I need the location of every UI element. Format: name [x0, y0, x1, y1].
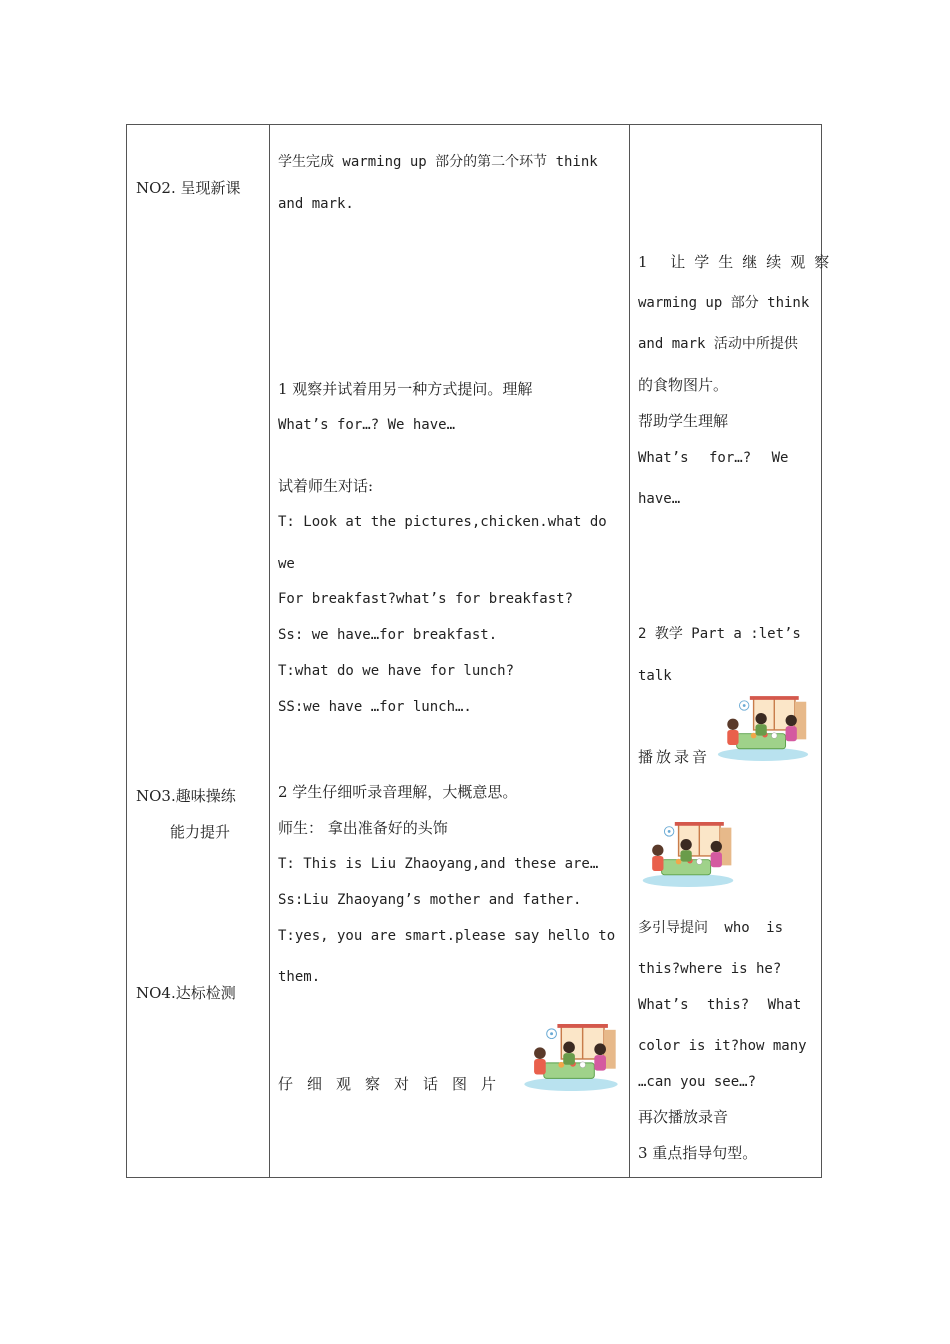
student-activity-line: 2 学生仔细听录音理解，大概意思。 — [278, 783, 518, 801]
step-no3-sublabel: 能力提升 — [170, 823, 231, 841]
teacher-activity-line: 2 教学 Part a :let’s — [638, 626, 801, 642]
student-activity-line: SS:we have …for lunch…. — [278, 699, 472, 715]
student-activity-line: 试着师生对话: — [278, 477, 374, 495]
teacher-activity-line: What’s for…? We — [638, 450, 789, 466]
student-activity-line: T:yes, you are smart.please say hello to — [278, 928, 616, 944]
teacher-activity-line: 播放录音 — [638, 748, 711, 766]
lesson-table — [126, 124, 822, 1178]
family-kitchen-illustration-icon — [638, 822, 738, 888]
student-activity-line: T:what do we have for lunch? — [278, 663, 515, 679]
student-activity-line: 师生： 拿出准备好的头饰 — [278, 819, 448, 837]
step-no4-label: NO4.达标检测 — [136, 984, 236, 1002]
student-activity-line: and mark. — [278, 196, 354, 212]
column-divider-right — [629, 125, 630, 1177]
student-activity-line: T: Look at the pictures,chicken.what do — [278, 514, 607, 530]
student-activity-line: 仔细观察对话图片 — [278, 1075, 511, 1093]
teacher-activity-line: color is it?how many — [638, 1038, 807, 1054]
teacher-activity-line: 的食物图片。 — [638, 376, 729, 394]
student-activity-line: Ss:Liu Zhaoyang’s mother and father. — [278, 892, 582, 908]
teacher-activity-line: 帮助学生理解 — [638, 412, 729, 430]
student-activity-line: 学生完成 warming up 部分的第二个环节 think — [278, 154, 598, 170]
teacher-activity-line: talk — [638, 668, 672, 684]
teacher-activity-line: 再次播放录音 — [638, 1108, 729, 1126]
teacher-activity-line: warming up 部分 think — [638, 295, 810, 311]
step-no2-label: NO2. 呈现新课 — [136, 179, 241, 197]
student-activity-line: For breakfast?what’s for breakfast? — [278, 591, 574, 607]
teacher-activity-line: …can you see…? — [638, 1074, 757, 1090]
student-activity-line: Ss: we have…for breakfast. — [278, 627, 498, 643]
teacher-activity-line: have… — [638, 491, 681, 507]
student-activity-line: T: This is Liu Zhaoyang,and these are… — [278, 856, 599, 872]
teacher-activity-line: 1 让学生继续观察 — [638, 253, 839, 271]
teacher-activity-line: 多引导提问 who is — [638, 920, 784, 936]
teacher-activity-line: What’s this? What — [638, 997, 802, 1013]
family-lunch-illustration-icon — [522, 1024, 620, 1092]
column-divider-left — [269, 125, 270, 1177]
teacher-activity-line: 3 重点指导句型。 — [638, 1144, 758, 1162]
family-lunch-illustration-icon — [716, 696, 810, 762]
step-no3-label: NO3.趣味操练 — [136, 787, 236, 805]
student-activity-line: them. — [278, 969, 321, 985]
student-activity-line: 1 观察并试着用另一种方式提问。理解 — [278, 380, 533, 398]
student-activity-line: What’s for…? We have… — [278, 417, 456, 433]
teacher-activity-line: this?where is he? — [638, 961, 782, 977]
teacher-activity-line: and mark 活动中所提供 — [638, 336, 798, 352]
student-activity-line: we — [278, 556, 295, 572]
